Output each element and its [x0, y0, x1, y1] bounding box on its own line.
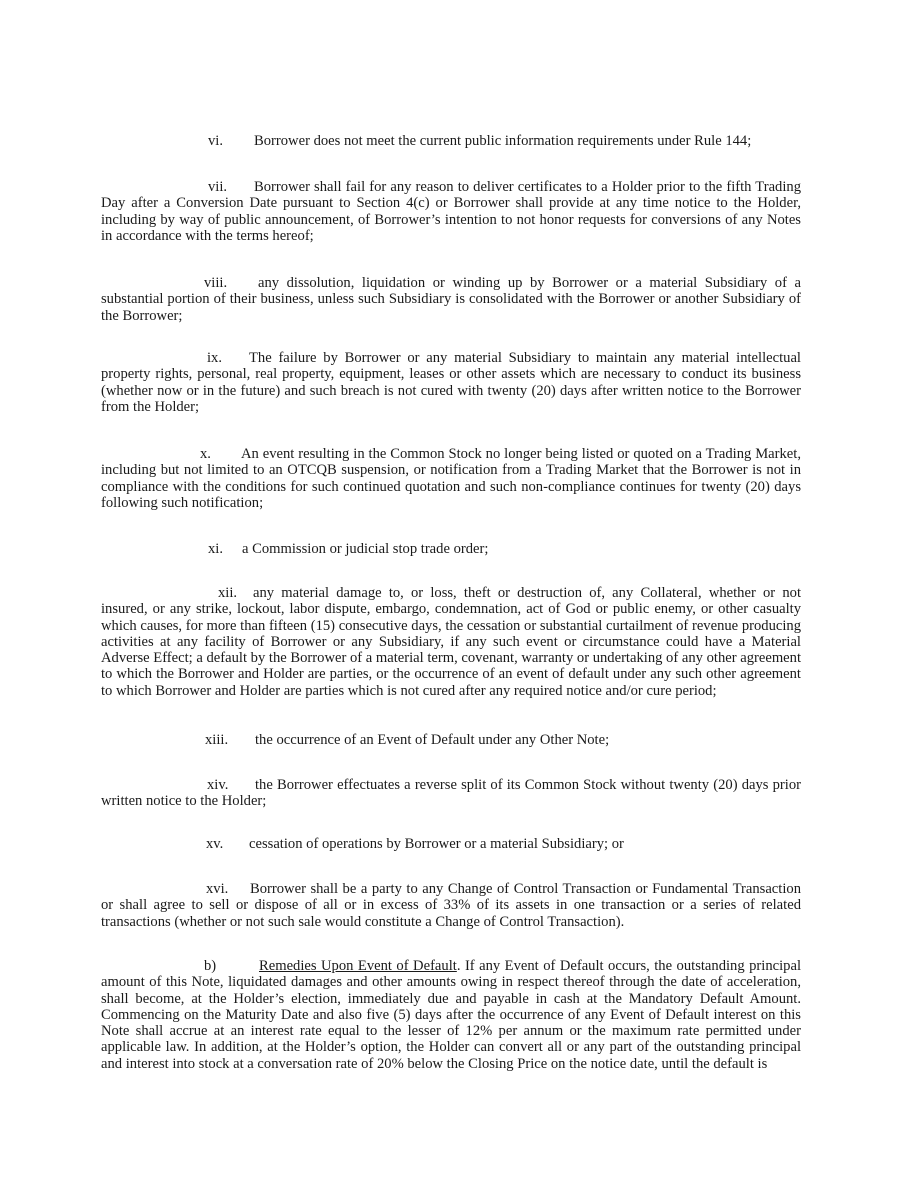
clause-xiv [101, 777, 801, 810]
clause-viii [101, 275, 801, 324]
clause-text: Borrower does not meet the current public information requirements under Rule 144; [254, 133, 752, 149]
clause-number: vi. [208, 133, 223, 149]
clause-xv [101, 836, 801, 852]
clause-xii [101, 585, 801, 699]
clause-text: a Commission or judicial stop trade order; [242, 541, 489, 557]
clause-number: xii. [218, 585, 238, 601]
section-label: b) [204, 958, 217, 974]
clause-vii [101, 179, 801, 244]
section-text: . If any Event of Default occurs, the outstanding principal amount of this Note, liquidated damages and other amounts owing in respect thereof through the date of acceleration, shall become, at the Holder’s election, immediately due and payable in cash at the Mandatory Default Amount. Commencing on the Maturity Date and also five (5) days after the occurrence of any Event of Default interest on this Note shall accrue at an interest rate equal to the lesser of 12% per annum or the maximum rate permitted under applicable law. In addition, at the Holder’s option, the Holder can convert all or any part of the outstanding principal and interest into stock at a conversation rate of 20% below the Closing Price on the notice date, until the default is [101, 958, 801, 1072]
clause-x [101, 446, 801, 511]
clause-text: any material damage to, or loss, theft or destruction of, any Collateral, whether or not insured, or any strike, lockout, labor dispute, embargo, condemnation, act of God or public enemy, or other casualty which causes, for more than fifteen (15) consecutive days, the cessation or substantial curtailment of revenue producing activities at any facility of Borrower or any Subsidiary, if any such event or circumstance could have a Material Adverse Effect; a default by the Borrower of a material term, covenant, warranty or undertaking of any other agreement to which the Borrower and Holder are parties, or the occurrence of an event of default under any such other agreement to which Borrower and Holder are parties which is not cured after any required notice and/or cure period; [101, 585, 801, 699]
clause-text: the Borrower effectuates a reverse split of its Common Stock without twenty (20) days prior written notice to the Holder; [101, 777, 801, 810]
clause-number: vii. [208, 179, 228, 195]
clause-text: Borrower shall fail for any reason to deliver certificates to a Holder prior to the fifth Trading Day after a Conversion Date pursuant to Section 4(c) or Borrower shall provide at any time notice to the Holder, including by way of public announcement, of Borrower’s intention to not honor requests for conversions of any Notes in accordance with the terms hereof; [101, 179, 801, 244]
clause-xi [101, 541, 801, 557]
clause-number: xv. [206, 836, 224, 852]
clause-text: The failure by Borrower or any material Subsidiary to maintain any material intellectual property rights, personal, real property, equipment, leases or other assets which are necessary to conduct its business (whether now or in the future) and such breach is not cured with twenty (20) days after written notice to the Borrower from the Holder; [101, 350, 801, 415]
clause-vi [101, 133, 801, 149]
clause-text: An event resulting in the Common Stock no longer being listed or quoted on a Trading Market, including but not limited to an OTCQB suspension, or notification from a Trading Market that the Borrower is not in compliance with the conditions for such continued quotation and such non-compliance continues for twenty (20) days following such notification; [101, 446, 801, 511]
clause-number: viii. [204, 275, 228, 291]
section-heading: Remedies Upon Event of Default [259, 958, 457, 974]
clause-text: Borrower shall be a party to any Change of Control Transaction or Fundamental Transaction or shall agree to sell or dispose of all or in excess of 33% of its assets in one transaction or a series of related transactions (whether or not such sale would constitute a Change of Control Transaction). [101, 881, 801, 930]
clause-text: any dissolution, liquidation or winding up by Borrower or a material Subsidiary of a substantial portion of their business, unless such Subsidiary is consolidated with the Borrower or another Subsidiary of the Borrower; [101, 275, 801, 324]
clause-number: xi. [208, 541, 223, 557]
clause-ix [101, 350, 801, 415]
clause-number: xvi. [206, 881, 229, 897]
clause-text: cessation of operations by Borrower or a material Subsidiary; or [249, 836, 624, 852]
clause-xiii [101, 732, 801, 748]
clause-number: x. [200, 446, 211, 462]
clause-xvi [101, 881, 801, 930]
clause-text: the occurrence of an Event of Default under any Other Note; [255, 732, 610, 748]
clause-number: ix. [207, 350, 222, 366]
clause-number: xiii. [205, 732, 229, 748]
section-b-remedies [101, 958, 801, 1072]
clause-number: xiv. [207, 777, 229, 793]
